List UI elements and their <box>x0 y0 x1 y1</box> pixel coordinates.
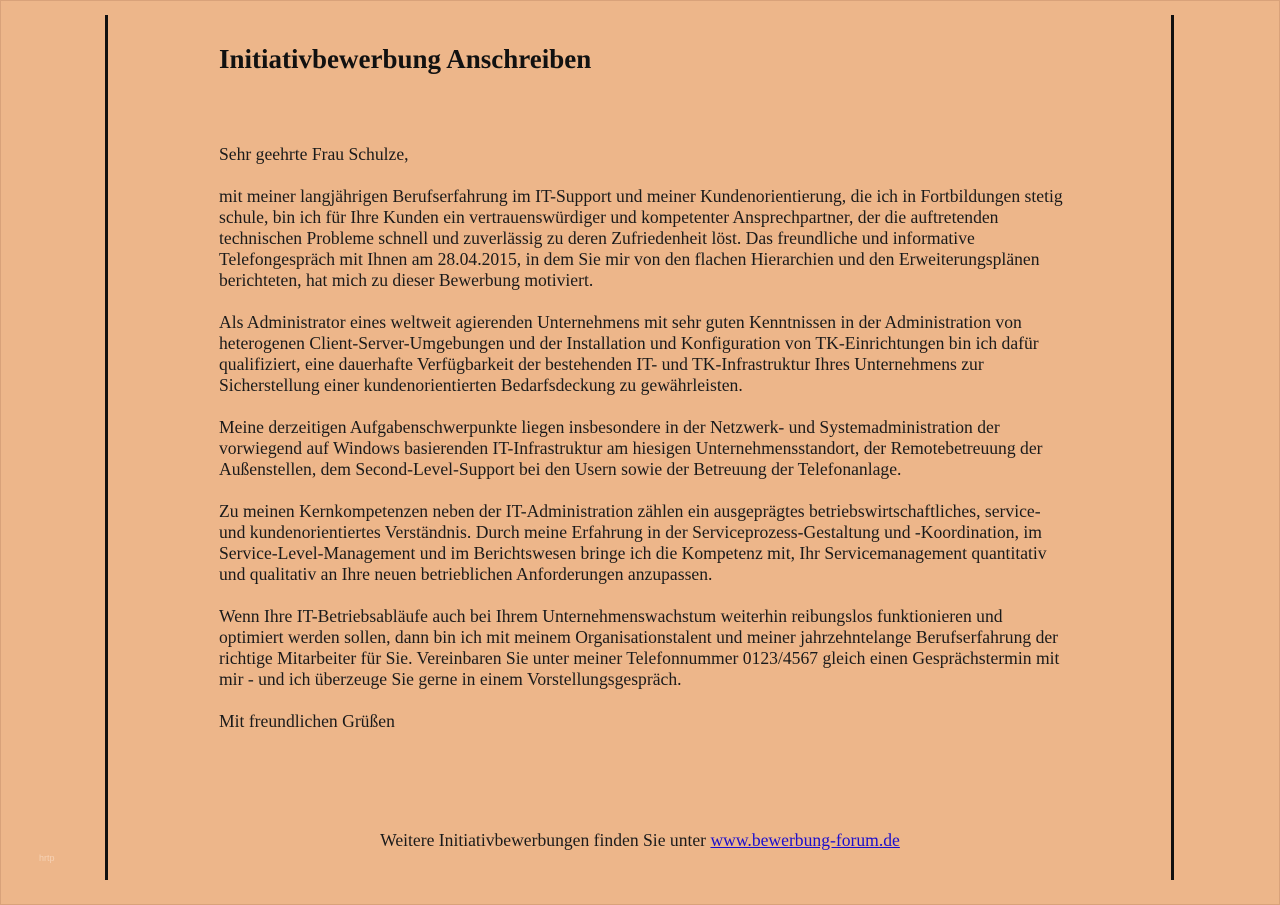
right-vertical-rule <box>1171 15 1174 880</box>
paragraph-3: Meine derzeitigen Aufgabenschwerpunkte liegen insbesondere in der Netzwerk- und Systemadministration der vorwiegend auf Windows basierenden IT-Infrastruktur am hiesigen Unternehmensstandort, der Remotebetreuung der Außenstellen, dem Second-Level-Support bei den Usern sowie der Betreuung der Telefonanlage. <box>219 417 1043 479</box>
watermark: hrtp <box>39 853 55 863</box>
paragraph-5: Wenn Ihre IT-Betriebsabläufe auch bei Ihrem Unternehmenswachstum weiterhin reibungslos funktionieren und optimiert werden sollen, dann bin ich mit meinem Organisationstalent und meiner jahrzehntelange Berufserfahrung der richtige Mitarbeiter für Sie. Vereinbaren Sie unter meiner Telefonnummer 0123/4567 gleich einen Gesprächstermin mit mir - und ich überzeuge Sie gerne in einem Vorstellungsgespräch. <box>219 606 1060 689</box>
closing: Mit freundlichen Grüßen <box>219 711 395 731</box>
footer-note <box>0 830 1280 851</box>
paragraph-2: Als Administrator eines weltweit agierenden Unternehmens mit sehr guten Kenntnissen in der Administration von heterogenen Client-Server-Umgebungen und der Installation und Konfiguration von TK-Einrichtungen bin ich dafür qualifiziert, eine dauerhafte Verfügbarkeit der bestehenden IT- und TK-Infrastruktur Ihres Unternehmens zur Sicherstellung einer kundenorientierten Bedarfsdeckung zu gewährleisten. <box>219 312 1039 395</box>
paragraph-4: Zu meinen Kernkompetenzen neben der IT-Administration zählen ein ausgeprägtes betriebswirtschaftliches, service- und kundenorientiertes Verständnis. Durch meine Erfahrung in der Serviceprozess-Gestaltung und -Koordination, im Service-Level-Management und im Berichtswesen bringe ich die Kompetenz mit, Ihr Servicemanagement quantitativ und qualitativ an Ihre neuen betrieblichen Anforderungen anzupassen. <box>219 501 1047 584</box>
footer-link[interactable]: www.bewerbung-forum.de <box>710 830 900 850</box>
document-title: Initiativbewerbung Anschreiben <box>219 44 592 74</box>
paragraph-1: mit meiner langjährigen Berufserfahrung im IT-Support und meiner Kundenorientierung, die ich in Fortbildungen stetig schule, bin ich für Ihre Kunden ein vertrauenswürdiger und kompetenter Ansprechpartner, der die auftretenden technischen Probleme schnell und zuverlässig zu deren Zufriedenheit löst. Das freundliche und informative Telefongespräch mit Ihnen am 28.04.2015, in dem Sie mir von den flachen Hierarchien und den Erweiterungsplänen berichteten, hat mich zu dieser Bewerbung motiviert. <box>219 186 1063 290</box>
salutation: Sehr geehrte Frau Schulze, <box>219 144 409 164</box>
footer-text: Weitere Initiativbewerbungen finden Sie unter <box>380 830 711 850</box>
left-vertical-rule <box>105 15 108 880</box>
letter-body <box>219 144 1069 753</box>
